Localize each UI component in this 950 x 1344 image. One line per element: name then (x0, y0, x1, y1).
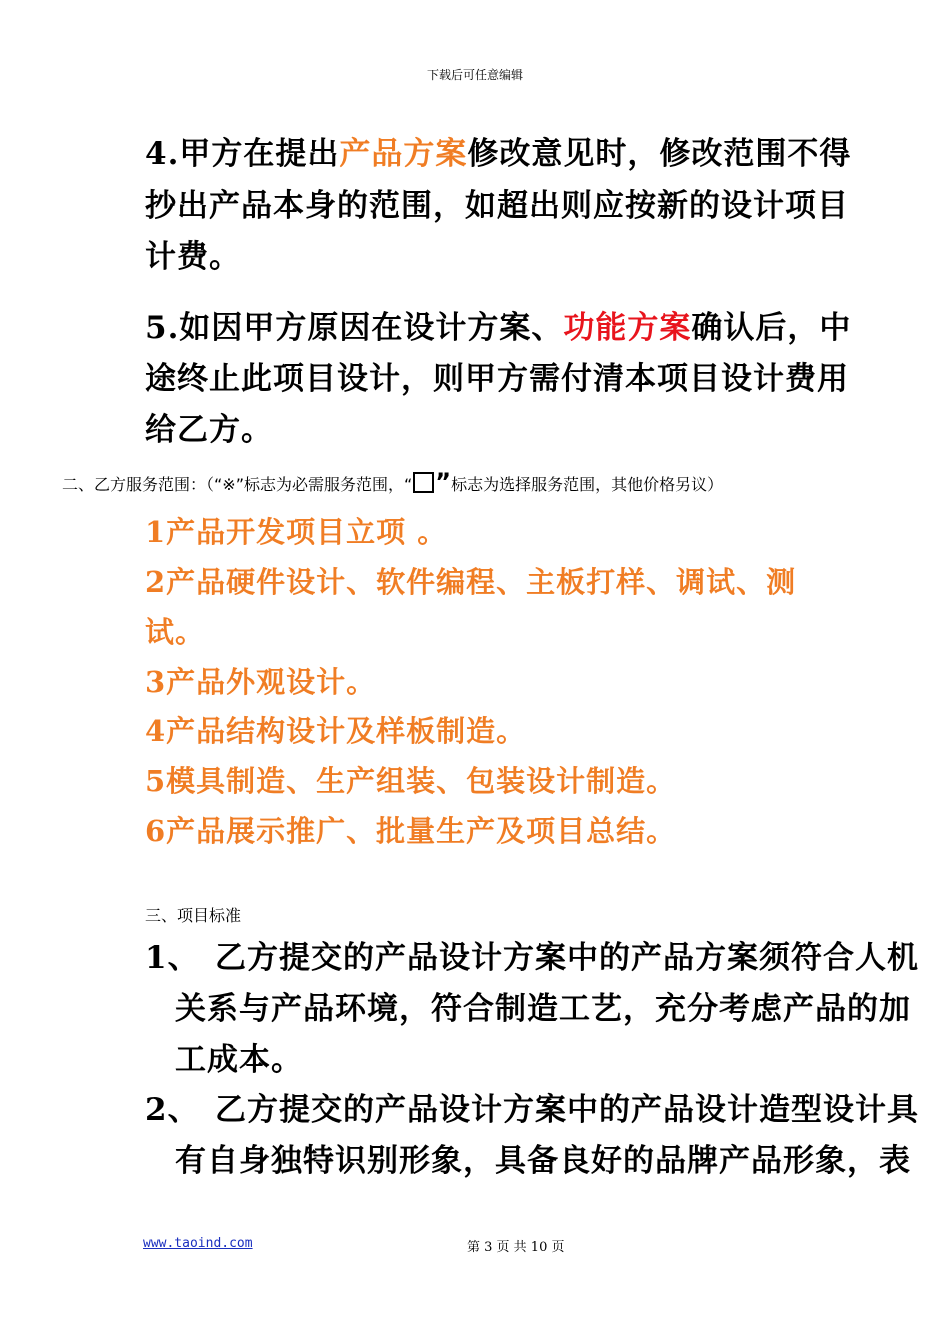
p5-line1 (145, 302, 851, 347)
p5-line3: 给乙方。 (145, 412, 273, 448)
standard-2-line2: 有自身独特识别形象，具备良好的品牌产品形象，表 (175, 1143, 911, 1179)
p4-line3: 计费。 (145, 239, 241, 275)
standard-1-line2: 关系与产品环境，符合制造工艺，充分考虑产品的加 (175, 991, 911, 1027)
p4-highlight: 产品方案 (339, 136, 468, 172)
p4-line2: 抄出产品本身的范围，如超出则应按新的设计项目 (145, 188, 849, 224)
page-header: 下载后可任意编辑 (426, 68, 523, 82)
standard-1-line3: 工成本。 (175, 1042, 303, 1078)
standard-2-line1: 乙方提交的产品设计方案中的产品设计造型设计具 (215, 1092, 919, 1128)
standard-2-num: 2、 (145, 1092, 200, 1128)
p4-line1-b: 修改意见时，修改范围不得 (467, 136, 852, 172)
section2-heading-b: ” (435, 468, 452, 496)
service-item-4: 4产品结构设计及样板制造。 (145, 714, 527, 748)
standard-1-num: 1、 (145, 940, 200, 976)
p5-line1-a: 5.如因甲方原因在设计方案、 (145, 310, 564, 346)
footer-website-link[interactable]: www.taoind.com (143, 1236, 253, 1251)
p5-line1-b: 确认后，中 (691, 310, 852, 346)
checkbox-square-icon (413, 472, 434, 493)
service-item-1: 1产品开发项目立项 。 (145, 515, 448, 549)
service-item-6: 6产品展示推广、批量生产及项目总结。 (145, 814, 677, 848)
footer-page-number: 第 3 页 共 10 页 (467, 1240, 565, 1255)
section2-heading (62, 468, 723, 496)
p4-line1 (145, 128, 851, 173)
section2-heading-a: 二、乙方服务范围：（“※”标志为必需服务范围，“ (62, 475, 413, 494)
section3-heading: 三、项目标准 (145, 906, 242, 925)
p4-line1-a: 4.甲方在提出 (145, 136, 340, 172)
p5-line2: 途终止此项目设计，则甲方需付清本项目设计费用 (145, 361, 849, 397)
service-item-2-cont: 试。 (145, 615, 206, 649)
p5-highlight: 功能方案 (563, 310, 692, 346)
standard-1-line1: 乙方提交的产品设计方案中的产品方案须符合人机 (215, 940, 919, 976)
section2-heading-c: 标志为选择服务范围，其他价格另议） (451, 475, 724, 494)
service-item-5: 5模具制造、生产组装、包装设计制造。 (145, 764, 677, 798)
service-item-2: 2产品硬件设计、软件编程、主板打样、调试、测 (145, 565, 797, 599)
service-item-3: 3产品外观设计。 (145, 665, 377, 699)
